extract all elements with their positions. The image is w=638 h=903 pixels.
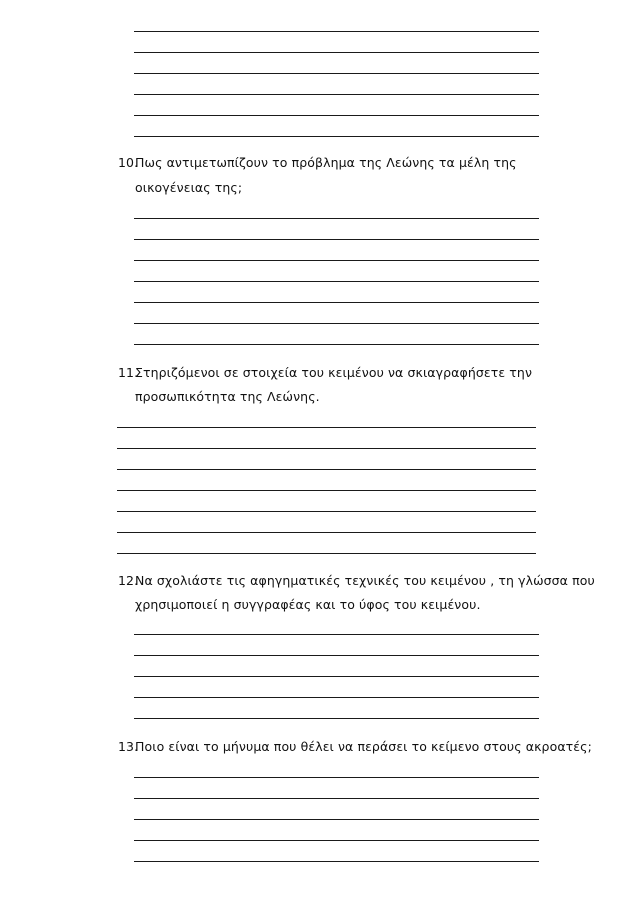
question-text-line: Να σχολιάστε τις αφηγηματικές τεχνικές του κειμένου , τη γλώσσα που (135, 573, 595, 588)
answer-line (117, 469, 536, 470)
answer-line (117, 490, 536, 491)
answer-line (134, 73, 539, 74)
answer-line (134, 323, 539, 324)
answer-line (134, 281, 539, 282)
answer-line (134, 634, 539, 635)
question-number: 10. (118, 155, 139, 170)
question-text-line: χρησιμοποιεί η συγγραφέας και το ύφος του κειμένου. (135, 597, 481, 612)
answer-line (134, 218, 539, 219)
answer-line (134, 52, 539, 53)
answer-line (117, 553, 536, 554)
answer-line (134, 302, 539, 303)
question-number: 11. (118, 365, 139, 380)
question-text-line: Πως αντιμετωπίζουν το πρόβλημα της Λεώνης τα μέλη της (135, 155, 517, 170)
answer-line (134, 655, 539, 656)
answer-line (117, 511, 536, 512)
answer-line (134, 115, 539, 116)
answer-line (134, 676, 539, 677)
question-text-line: προσωπικότητα της Λεώνης. (135, 389, 320, 404)
answer-line (134, 861, 539, 862)
answer-line (134, 718, 539, 719)
answer-line (134, 239, 539, 240)
answer-line (134, 136, 539, 137)
question-number: 13. (118, 739, 139, 754)
question-number: 12. (118, 573, 139, 588)
question-text-line: οικογένειας της; (135, 180, 243, 195)
answer-line (134, 798, 539, 799)
answer-line (134, 819, 539, 820)
answer-line (134, 840, 539, 841)
answer-line (117, 532, 536, 533)
question-text-line: Στηριζόμενοι σε στοιχεία του κειμένου να σκιαγραφήσετε την (135, 365, 533, 380)
answer-line (134, 697, 539, 698)
answer-line (134, 94, 539, 95)
question-text-line: Ποιο είναι το μήνυμα που θέλει να περάσει το κείμενο στους ακροατές; (135, 739, 592, 754)
answer-line (117, 448, 536, 449)
answer-line (117, 427, 536, 428)
answer-line (134, 260, 539, 261)
answer-line (134, 31, 539, 32)
answer-line (134, 777, 539, 778)
answer-line (134, 344, 539, 345)
